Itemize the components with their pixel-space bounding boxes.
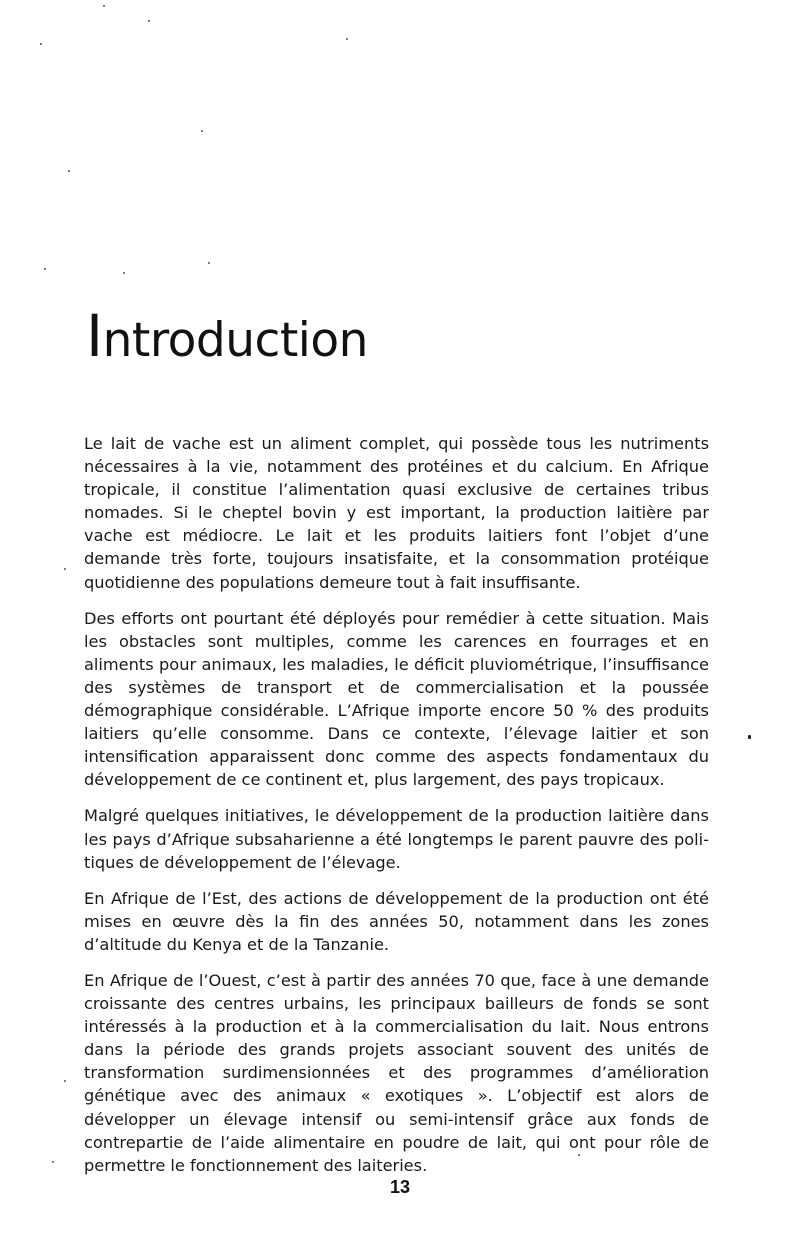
scan-speck [68, 170, 70, 172]
paragraph: En Afrique de l’Est, des actions de développement de la production ont été mises en œuvre dès la fin des années 50, notamment dans les zones d’altitude du Kenya et de la Tanzanie. [84, 888, 709, 954]
chapter-title-rest: ntroduction [102, 313, 368, 368]
page-number: 13 [389, 1177, 411, 1197]
paragraph: Des efforts ont pourtant été déployés pour remédier à cette situation. Mais les obstacles sont multiples, comme les carences en fourrages et en aliments pour animaux, les maladies, le déficit pluviométrique, l’insuffisance des systèmes de transport et de commercialisation et la poussée démographique considérable. L’Afrique importe encore 50 % des produits laitiers qu’elle consomme. Dans ce contexte, l’élevage laitier et son intensification apparaissent donc comme des aspects fondamentaux du développement de ce continent et, plus largement, des pays tropicaux. [84, 608, 709, 790]
paragraph: Le lait de vache est un aliment complet, qui possède tous les nutriments nécessaires à la vie, notamment des protéines et du calcium. En Afrique tropicale, il constitue l’alimentation quasi exclusive de certaines tribus nomades. Si le cheptel bovin y est important, la production laitière par vache est médiocre. Le lait et les produits laitiers font l’objet d’une demande très forte, toujours insatisfaite, et la consommation protéique quotidienne des populations demeure tout à fait insuffisante. [84, 434, 709, 592]
scan-speck [346, 38, 348, 40]
chapter-title [86, 302, 368, 372]
paragraph: En Afrique de l’Ouest, c’est à partir des années 70 que, face à une demande croissante des centres urbains, les principaux bailleurs de fonds se sont intéressés à la production et à la commercialisation du lait. Nous entrons dans la période des grands projets associant souvent des unités de transformation surdimensionnées et des programmes d’amélioration génétique avec des animaux « exotiques ». L’objectif est alors de développer un élevage intensif ou semi-intensif grâce aux fonds de contrepartie de l’aide alimentaire en poudre de lait, qui ont pour rôle de permettre le fonctionnement des laiteries. [84, 970, 709, 1175]
chapter-title-initial: I [86, 302, 103, 370]
body-text [84, 432, 709, 1190]
paragraph: Malgré quelques initiatives, le développement de la production laitière dans les pays d’Afrique subsaharienne a été longtemps le parent pauvre des politiques de développement de l’élevage. [84, 806, 709, 872]
scan-speck [208, 262, 210, 264]
scan-speck [748, 735, 751, 739]
scan-speck [52, 1161, 54, 1163]
scan-speck [201, 130, 203, 132]
scan-speck [40, 43, 42, 45]
scan-speck [44, 268, 46, 270]
scan-speck [64, 568, 66, 570]
scan-speck [103, 5, 105, 7]
scan-speck [64, 1080, 66, 1082]
scan-speck [148, 20, 150, 22]
scan-speck [123, 272, 125, 274]
